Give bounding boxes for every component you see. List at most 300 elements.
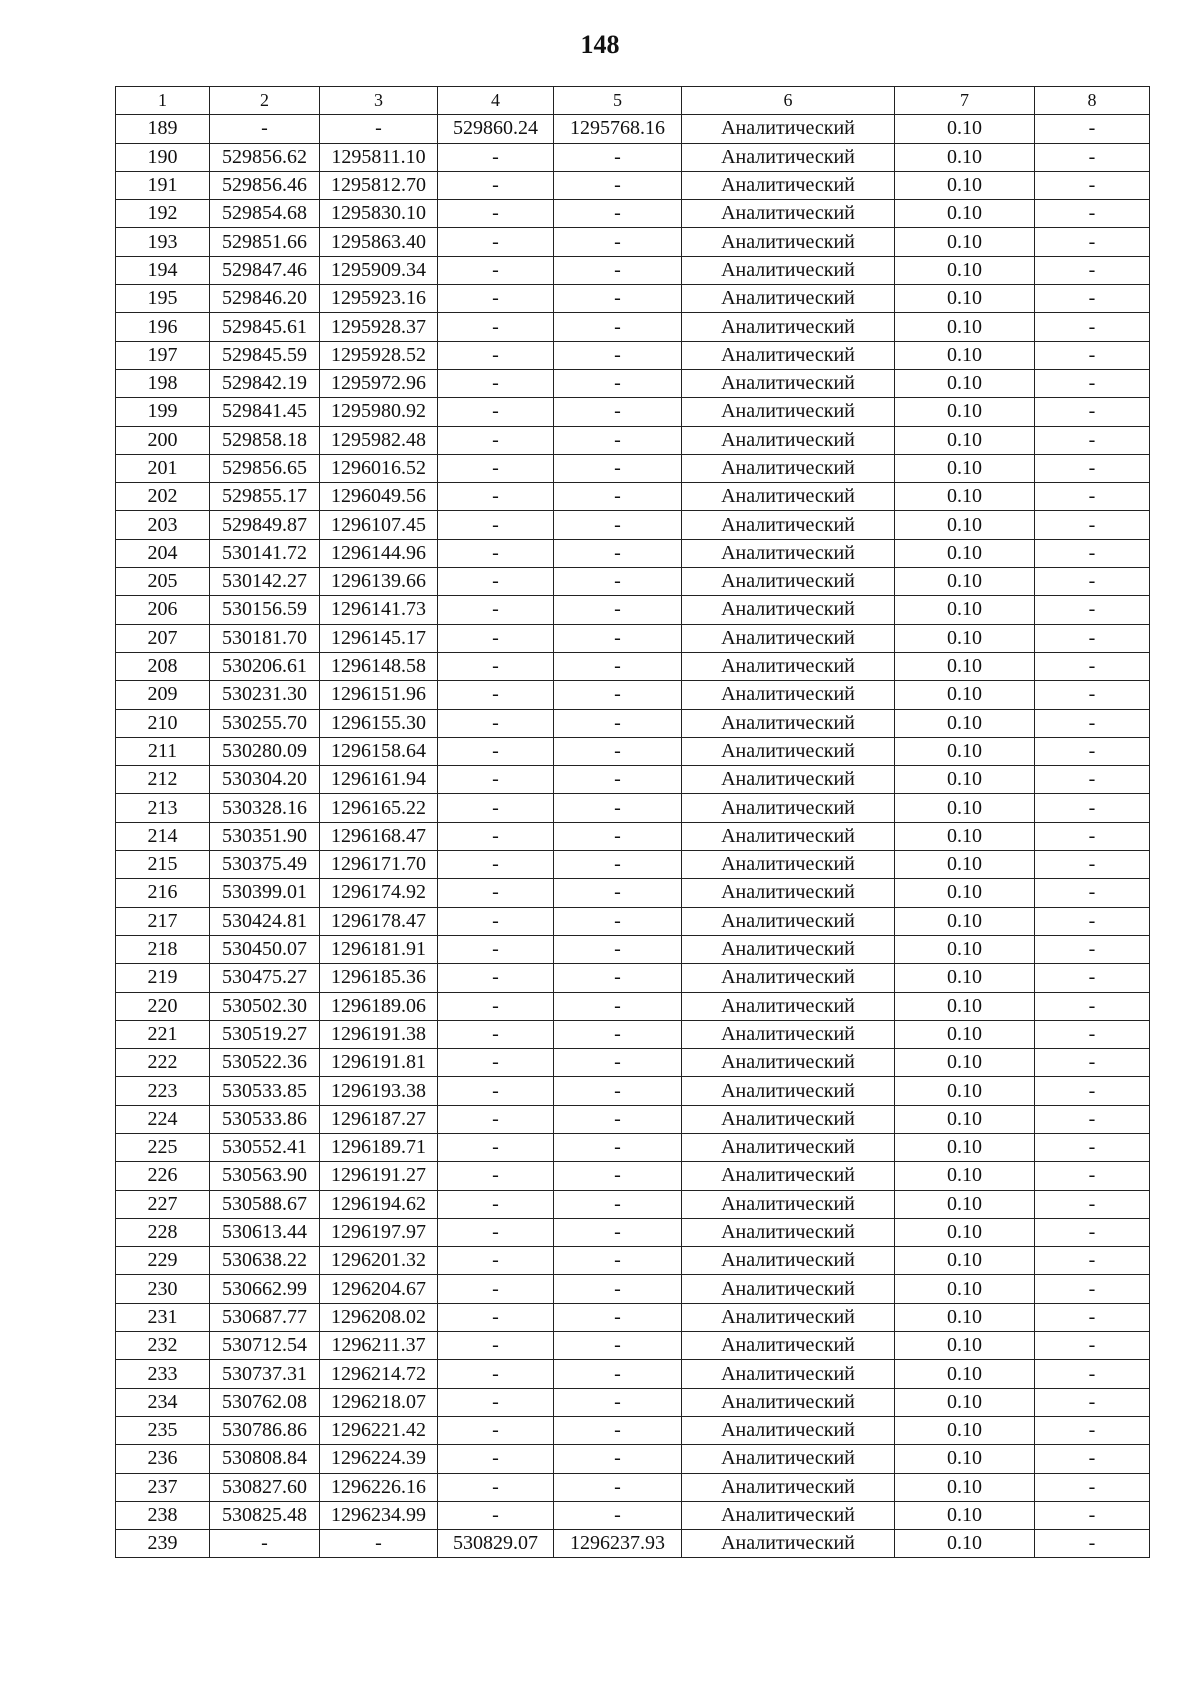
point-number-cell: 204: [116, 539, 210, 567]
table-row: [116, 822, 1150, 850]
accuracy-cell: 0.10: [895, 256, 1035, 284]
point-number-cell: 231: [116, 1303, 210, 1331]
note-cell: -: [1035, 1049, 1150, 1077]
table-row: [116, 454, 1150, 482]
note-cell: -: [1035, 681, 1150, 709]
method-cell: Аналитический: [682, 1247, 895, 1275]
table-row: [116, 935, 1150, 963]
x-coordinate-alt-cell: -: [438, 1190, 554, 1218]
table-row: [116, 907, 1150, 935]
point-number-cell: 214: [116, 822, 210, 850]
table-row: [116, 737, 1150, 765]
method-cell: Аналитический: [682, 426, 895, 454]
y-coordinate-cell: 1296144.96: [320, 539, 438, 567]
accuracy-cell: 0.10: [895, 426, 1035, 454]
x-coordinate-cell: 530206.61: [210, 652, 320, 680]
y-coordinate-cell: 1296211.37: [320, 1332, 438, 1360]
accuracy-cell: 0.10: [895, 511, 1035, 539]
y-coordinate-cell: 1296197.97: [320, 1218, 438, 1246]
table-row: [116, 285, 1150, 313]
point-number-cell: 236: [116, 1445, 210, 1473]
y-coordinate-cell: 1296049.56: [320, 483, 438, 511]
note-cell: -: [1035, 1105, 1150, 1133]
accuracy-cell: 0.10: [895, 143, 1035, 171]
x-coordinate-alt-cell: -: [438, 285, 554, 313]
table-row: [116, 1077, 1150, 1105]
accuracy-cell: 0.10: [895, 1049, 1035, 1077]
x-coordinate-cell: 530141.72: [210, 539, 320, 567]
table-row: [116, 228, 1150, 256]
x-coordinate-alt-cell: -: [438, 1020, 554, 1048]
note-cell: -: [1035, 935, 1150, 963]
accuracy-cell: 0.10: [895, 992, 1035, 1020]
accuracy-cell: 0.10: [895, 652, 1035, 680]
method-cell: Аналитический: [682, 709, 895, 737]
method-cell: Аналитический: [682, 1445, 895, 1473]
accuracy-cell: 0.10: [895, 1190, 1035, 1218]
x-coordinate-cell: 530687.77: [210, 1303, 320, 1331]
accuracy-cell: 0.10: [895, 285, 1035, 313]
note-cell: -: [1035, 200, 1150, 228]
y-coordinate-cell: 1296158.64: [320, 737, 438, 765]
accuracy-cell: 0.10: [895, 483, 1035, 511]
y-coordinate-cell: 1296139.66: [320, 568, 438, 596]
coordinates-table: [115, 86, 1150, 1558]
accuracy-cell: 0.10: [895, 1388, 1035, 1416]
table-row: [116, 851, 1150, 879]
point-number-cell: 195: [116, 285, 210, 313]
accuracy-cell: 0.10: [895, 1473, 1035, 1501]
method-cell: Аналитический: [682, 624, 895, 652]
y-coordinate-alt-cell: -: [554, 369, 682, 397]
y-coordinate-cell: 1295923.16: [320, 285, 438, 313]
x-coordinate-alt-cell: -: [438, 200, 554, 228]
accuracy-cell: 0.10: [895, 1020, 1035, 1048]
x-coordinate-alt-cell: -: [438, 596, 554, 624]
table-row: [116, 1501, 1150, 1529]
x-coordinate-cell: 529856.65: [210, 454, 320, 482]
table-row: [116, 992, 1150, 1020]
y-coordinate-cell: 1296181.91: [320, 935, 438, 963]
y-coordinate-alt-cell: -: [554, 1303, 682, 1331]
y-coordinate-cell: 1296016.52: [320, 454, 438, 482]
note-cell: -: [1035, 171, 1150, 199]
y-coordinate-alt-cell: -: [554, 1445, 682, 1473]
point-number-cell: 233: [116, 1360, 210, 1388]
point-number-cell: 211: [116, 737, 210, 765]
x-coordinate-alt-cell: -: [438, 1105, 554, 1133]
accuracy-cell: 0.10: [895, 794, 1035, 822]
method-cell: Аналитический: [682, 992, 895, 1020]
accuracy-cell: 0.10: [895, 369, 1035, 397]
y-coordinate-alt-cell: -: [554, 454, 682, 482]
point-number-cell: 191: [116, 171, 210, 199]
table-row: [116, 511, 1150, 539]
table-row: [116, 1530, 1150, 1558]
y-coordinate-cell: 1296208.02: [320, 1303, 438, 1331]
column-header: 5: [554, 87, 682, 115]
y-coordinate-alt-cell: -: [554, 1190, 682, 1218]
note-cell: -: [1035, 454, 1150, 482]
x-coordinate-alt-cell: -: [438, 1077, 554, 1105]
point-number-cell: 205: [116, 568, 210, 596]
note-cell: -: [1035, 851, 1150, 879]
x-coordinate-cell: -: [210, 115, 320, 143]
x-coordinate-alt-cell: -: [438, 1473, 554, 1501]
y-coordinate-alt-cell: -: [554, 1501, 682, 1529]
x-coordinate-alt-cell: 529860.24: [438, 115, 554, 143]
point-number-cell: 210: [116, 709, 210, 737]
note-cell: -: [1035, 737, 1150, 765]
y-coordinate-cell: 1296151.96: [320, 681, 438, 709]
x-coordinate-cell: 530231.30: [210, 681, 320, 709]
point-number-cell: 202: [116, 483, 210, 511]
x-coordinate-cell: 529858.18: [210, 426, 320, 454]
x-coordinate-cell: 529846.20: [210, 285, 320, 313]
y-coordinate-cell: 1296191.27: [320, 1162, 438, 1190]
x-coordinate-alt-cell: -: [438, 794, 554, 822]
table-row: [116, 596, 1150, 624]
note-cell: -: [1035, 1530, 1150, 1558]
note-cell: -: [1035, 766, 1150, 794]
accuracy-cell: 0.10: [895, 1275, 1035, 1303]
x-coordinate-cell: 530638.22: [210, 1247, 320, 1275]
accuracy-cell: 0.10: [895, 1303, 1035, 1331]
x-coordinate-alt-cell: -: [438, 1332, 554, 1360]
accuracy-cell: 0.10: [895, 1247, 1035, 1275]
accuracy-cell: 0.10: [895, 1162, 1035, 1190]
method-cell: Аналитический: [682, 285, 895, 313]
note-cell: -: [1035, 285, 1150, 313]
y-coordinate-cell: -: [320, 115, 438, 143]
note-cell: -: [1035, 483, 1150, 511]
y-coordinate-alt-cell: -: [554, 1360, 682, 1388]
x-coordinate-cell: 530424.81: [210, 907, 320, 935]
y-coordinate-alt-cell: -: [554, 511, 682, 539]
point-number-cell: 197: [116, 341, 210, 369]
x-coordinate-cell: 529849.87: [210, 511, 320, 539]
x-coordinate-cell: 530328.16: [210, 794, 320, 822]
y-coordinate-alt-cell: -: [554, 1218, 682, 1246]
accuracy-cell: 0.10: [895, 313, 1035, 341]
x-coordinate-alt-cell: -: [438, 1416, 554, 1444]
note-cell: -: [1035, 1077, 1150, 1105]
table-row: [116, 483, 1150, 511]
x-coordinate-cell: 530519.27: [210, 1020, 320, 1048]
x-coordinate-alt-cell: -: [438, 171, 554, 199]
table-row: [116, 1445, 1150, 1473]
point-number-cell: 228: [116, 1218, 210, 1246]
table-row: [116, 1303, 1150, 1331]
column-header: 7: [895, 87, 1035, 115]
y-coordinate-alt-cell: -: [554, 596, 682, 624]
method-cell: Аналитический: [682, 1303, 895, 1331]
x-coordinate-alt-cell: -: [438, 992, 554, 1020]
x-coordinate-cell: 530737.31: [210, 1360, 320, 1388]
point-number-cell: 234: [116, 1388, 210, 1416]
method-cell: Аналитический: [682, 681, 895, 709]
table-row: [116, 766, 1150, 794]
x-coordinate-alt-cell: -: [438, 568, 554, 596]
y-coordinate-cell: 1296107.45: [320, 511, 438, 539]
x-coordinate-alt-cell: -: [438, 313, 554, 341]
y-coordinate-alt-cell: -: [554, 313, 682, 341]
point-number-cell: 207: [116, 624, 210, 652]
y-coordinate-alt-cell: -: [554, 1162, 682, 1190]
method-cell: Аналитический: [682, 964, 895, 992]
y-coordinate-alt-cell: -: [554, 341, 682, 369]
point-number-cell: 213: [116, 794, 210, 822]
note-cell: -: [1035, 879, 1150, 907]
method-cell: Аналитический: [682, 1275, 895, 1303]
accuracy-cell: 0.10: [895, 596, 1035, 624]
y-coordinate-alt-cell: -: [554, 200, 682, 228]
point-number-cell: 194: [116, 256, 210, 284]
y-coordinate-cell: 1296148.58: [320, 652, 438, 680]
method-cell: Аналитический: [682, 228, 895, 256]
x-coordinate-alt-cell: -: [438, 143, 554, 171]
x-coordinate-cell: 530825.48: [210, 1501, 320, 1529]
y-coordinate-alt-cell: -: [554, 1133, 682, 1161]
x-coordinate-cell: 529856.62: [210, 143, 320, 171]
x-coordinate-cell: 529845.59: [210, 341, 320, 369]
x-coordinate-alt-cell: -: [438, 426, 554, 454]
column-header: 8: [1035, 87, 1150, 115]
point-number-cell: 215: [116, 851, 210, 879]
y-coordinate-cell: 1296171.70: [320, 851, 438, 879]
note-cell: -: [1035, 1190, 1150, 1218]
header-row: [116, 87, 1150, 115]
x-coordinate-alt-cell: -: [438, 964, 554, 992]
x-coordinate-cell: 530762.08: [210, 1388, 320, 1416]
note-cell: -: [1035, 964, 1150, 992]
x-coordinate-alt-cell: -: [438, 341, 554, 369]
x-coordinate-cell: 529851.66: [210, 228, 320, 256]
x-coordinate-cell: 530502.30: [210, 992, 320, 1020]
table-row: [116, 1388, 1150, 1416]
y-coordinate-cell: 1296141.73: [320, 596, 438, 624]
point-number-cell: 217: [116, 907, 210, 935]
note-cell: -: [1035, 1020, 1150, 1048]
point-number-cell: 222: [116, 1049, 210, 1077]
y-coordinate-cell: 1295980.92: [320, 398, 438, 426]
y-coordinate-cell: 1296191.81: [320, 1049, 438, 1077]
method-cell: Аналитический: [682, 398, 895, 426]
table-row: [116, 539, 1150, 567]
table-row: [116, 200, 1150, 228]
point-number-cell: 218: [116, 935, 210, 963]
y-coordinate-cell: 1296193.38: [320, 1077, 438, 1105]
accuracy-cell: 0.10: [895, 907, 1035, 935]
point-number-cell: 235: [116, 1416, 210, 1444]
y-coordinate-alt-cell: -: [554, 1105, 682, 1133]
x-coordinate-cell: 530475.27: [210, 964, 320, 992]
accuracy-cell: 0.10: [895, 1332, 1035, 1360]
y-coordinate-cell: 1296185.36: [320, 964, 438, 992]
table-row: [116, 1162, 1150, 1190]
accuracy-cell: 0.10: [895, 1218, 1035, 1246]
method-cell: Аналитический: [682, 851, 895, 879]
x-coordinate-alt-cell: -: [438, 1303, 554, 1331]
accuracy-cell: 0.10: [895, 1360, 1035, 1388]
y-coordinate-alt-cell: -: [554, 1473, 682, 1501]
y-coordinate-alt-cell: -: [554, 285, 682, 313]
note-cell: -: [1035, 511, 1150, 539]
accuracy-cell: 0.10: [895, 1133, 1035, 1161]
x-coordinate-cell: 530533.86: [210, 1105, 320, 1133]
x-coordinate-alt-cell: -: [438, 681, 554, 709]
x-coordinate-cell: 530613.44: [210, 1218, 320, 1246]
accuracy-cell: 0.10: [895, 1105, 1035, 1133]
method-cell: Аналитический: [682, 1133, 895, 1161]
table-row: [116, 171, 1150, 199]
y-coordinate-alt-cell: -: [554, 766, 682, 794]
point-number-cell: 201: [116, 454, 210, 482]
method-cell: Аналитический: [682, 1218, 895, 1246]
x-coordinate-alt-cell: -: [438, 766, 554, 794]
note-cell: -: [1035, 115, 1150, 143]
x-coordinate-alt-cell: -: [438, 907, 554, 935]
table-row: [116, 143, 1150, 171]
point-number-cell: 203: [116, 511, 210, 539]
accuracy-cell: 0.10: [895, 568, 1035, 596]
table-row: [116, 426, 1150, 454]
table-row: [116, 794, 1150, 822]
x-coordinate-cell: -: [210, 1530, 320, 1558]
y-coordinate-cell: 1296221.42: [320, 1416, 438, 1444]
x-coordinate-cell: 530533.85: [210, 1077, 320, 1105]
y-coordinate-cell: 1296204.67: [320, 1275, 438, 1303]
x-coordinate-alt-cell: -: [438, 1445, 554, 1473]
method-cell: Аналитический: [682, 115, 895, 143]
method-cell: Аналитический: [682, 1162, 895, 1190]
y-coordinate-alt-cell: -: [554, 1332, 682, 1360]
note-cell: -: [1035, 1416, 1150, 1444]
y-coordinate-alt-cell: -: [554, 879, 682, 907]
method-cell: Аналитический: [682, 1332, 895, 1360]
note-cell: -: [1035, 539, 1150, 567]
note-cell: -: [1035, 624, 1150, 652]
y-coordinate-cell: 1296155.30: [320, 709, 438, 737]
y-coordinate-cell: 1296226.16: [320, 1473, 438, 1501]
point-number-cell: 225: [116, 1133, 210, 1161]
method-cell: Аналитический: [682, 143, 895, 171]
point-number-cell: 216: [116, 879, 210, 907]
table-row: [116, 369, 1150, 397]
y-coordinate-alt-cell: -: [554, 1077, 682, 1105]
point-number-cell: 206: [116, 596, 210, 624]
note-cell: -: [1035, 1445, 1150, 1473]
note-cell: -: [1035, 1332, 1150, 1360]
point-number-cell: 220: [116, 992, 210, 1020]
table-row: [116, 681, 1150, 709]
point-number-cell: 226: [116, 1162, 210, 1190]
method-cell: Аналитический: [682, 1388, 895, 1416]
accuracy-cell: 0.10: [895, 1445, 1035, 1473]
y-coordinate-alt-cell: -: [554, 935, 682, 963]
y-coordinate-cell: 1296174.92: [320, 879, 438, 907]
y-coordinate-cell: 1295863.40: [320, 228, 438, 256]
point-number-cell: 196: [116, 313, 210, 341]
point-number-cell: 224: [116, 1105, 210, 1133]
method-cell: Аналитический: [682, 907, 895, 935]
table-row: [116, 313, 1150, 341]
x-coordinate-cell: 530827.60: [210, 1473, 320, 1501]
accuracy-cell: 0.10: [895, 851, 1035, 879]
note-cell: -: [1035, 822, 1150, 850]
x-coordinate-alt-cell: -: [438, 935, 554, 963]
x-coordinate-cell: 529856.46: [210, 171, 320, 199]
point-number-cell: 189: [116, 115, 210, 143]
x-coordinate-cell: 530142.27: [210, 568, 320, 596]
x-coordinate-alt-cell: -: [438, 539, 554, 567]
point-number-cell: 230: [116, 1275, 210, 1303]
y-coordinate-alt-cell: -: [554, 624, 682, 652]
column-header: 4: [438, 87, 554, 115]
table-row: [116, 115, 1150, 143]
point-number-cell: 232: [116, 1332, 210, 1360]
y-coordinate-cell: 1295830.10: [320, 200, 438, 228]
y-coordinate-cell: 1296191.38: [320, 1020, 438, 1048]
point-number-cell: 199: [116, 398, 210, 426]
x-coordinate-cell: 530662.99: [210, 1275, 320, 1303]
y-coordinate-cell: 1296189.06: [320, 992, 438, 1020]
y-coordinate-alt-cell: -: [554, 398, 682, 426]
table-row: [116, 1473, 1150, 1501]
method-cell: Аналитический: [682, 935, 895, 963]
point-number-cell: 219: [116, 964, 210, 992]
y-coordinate-alt-cell: -: [554, 143, 682, 171]
y-coordinate-alt-cell: -: [554, 681, 682, 709]
y-coordinate-alt-cell: -: [554, 1020, 682, 1048]
x-coordinate-alt-cell: -: [438, 1133, 554, 1161]
accuracy-cell: 0.10: [895, 228, 1035, 256]
table-row: [116, 1133, 1150, 1161]
table-row: [116, 1218, 1150, 1246]
method-cell: Аналитический: [682, 341, 895, 369]
x-coordinate-alt-cell: -: [438, 256, 554, 284]
table-row: [116, 256, 1150, 284]
method-cell: Аналитический: [682, 822, 895, 850]
point-number-cell: 198: [116, 369, 210, 397]
x-coordinate-cell: 530280.09: [210, 737, 320, 765]
x-coordinate-alt-cell: -: [438, 1501, 554, 1529]
method-cell: Аналитический: [682, 652, 895, 680]
x-coordinate-alt-cell: -: [438, 624, 554, 652]
accuracy-cell: 0.10: [895, 1416, 1035, 1444]
point-number-cell: 200: [116, 426, 210, 454]
method-cell: Аналитический: [682, 171, 895, 199]
x-coordinate-alt-cell: -: [438, 1162, 554, 1190]
table-row: [116, 1247, 1150, 1275]
point-number-cell: 227: [116, 1190, 210, 1218]
table-body: [116, 115, 1150, 1558]
x-coordinate-cell: 529842.19: [210, 369, 320, 397]
method-cell: Аналитический: [682, 879, 895, 907]
note-cell: -: [1035, 1360, 1150, 1388]
method-cell: Аналитический: [682, 596, 895, 624]
page-number: 148: [580, 30, 620, 59]
y-coordinate-alt-cell: -: [554, 737, 682, 765]
method-cell: Аналитический: [682, 313, 895, 341]
x-coordinate-alt-cell: -: [438, 652, 554, 680]
method-cell: Аналитический: [682, 511, 895, 539]
y-coordinate-cell: -: [320, 1530, 438, 1558]
x-coordinate-cell: 530255.70: [210, 709, 320, 737]
y-coordinate-cell: 1296165.22: [320, 794, 438, 822]
y-coordinate-cell: 1296145.17: [320, 624, 438, 652]
accuracy-cell: 0.10: [895, 115, 1035, 143]
